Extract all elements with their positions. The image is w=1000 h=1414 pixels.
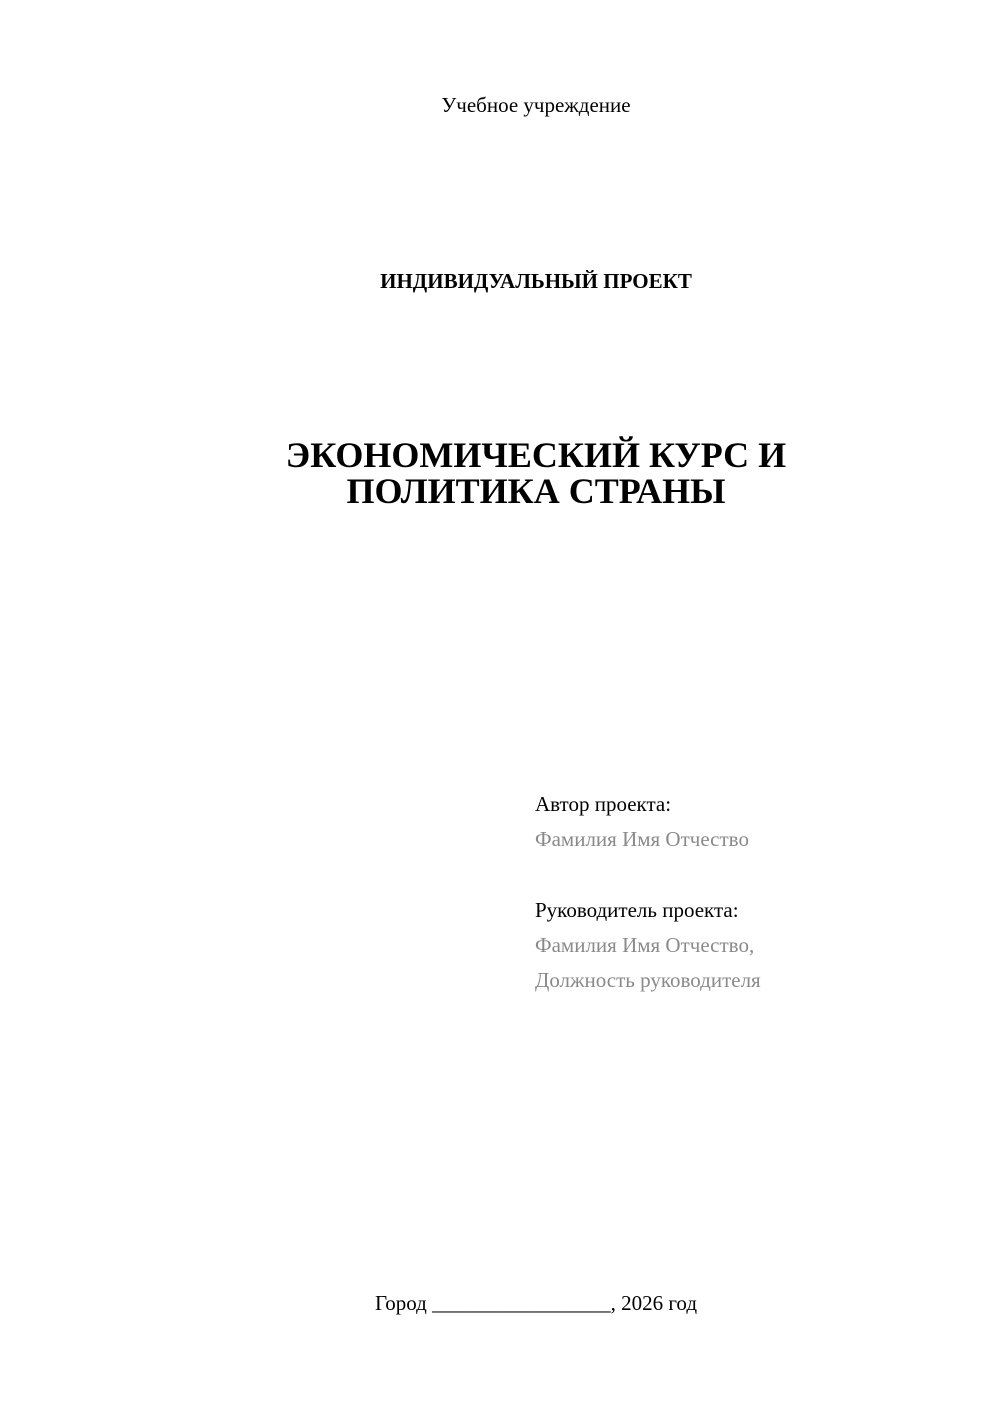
document-type-label: ИНДИВИДУАЛЬНЫЙ ПРОЕКТ [380,269,692,293]
author-name: Фамилия Имя Отчество [535,827,749,851]
project-title-line-2: ПОЛИТИКА СТРАНЫ [346,471,726,511]
author-block [535,787,975,857]
author-label: Автор проекта: [535,792,672,816]
supervisor-name: Фамилия Имя Отчество, [535,933,755,957]
project-title-line-1: ЭКОНОМИЧЕСКИЙ КУРС И [285,435,787,475]
supervisor-label: Руководитель проекта: [535,898,739,922]
supervisor-block [535,893,975,998]
city-year-line: Город _________________, 2026 год [374,1291,698,1315]
project-title [0,437,1000,509]
institution-name: Учебное учреждение [441,93,631,117]
supervisor-position: Должность руководителя [535,968,761,992]
